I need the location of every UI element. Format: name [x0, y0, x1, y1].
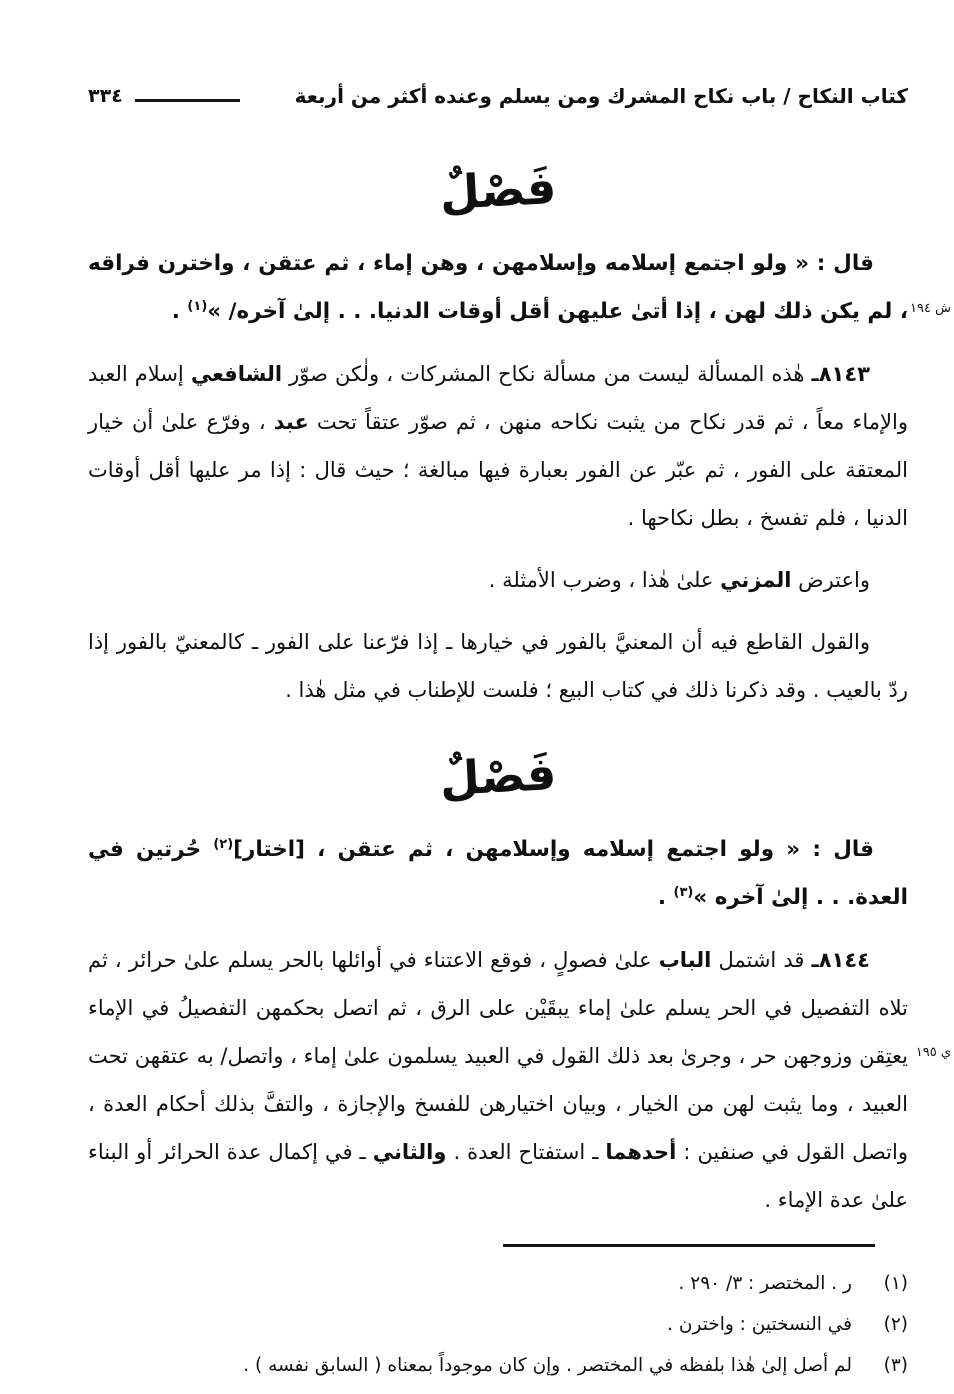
paragraph-8144 — [88, 936, 908, 1224]
bab-word: الباب — [658, 948, 712, 972]
footnote-number: (٣) — [883, 1355, 908, 1376]
footnote-item — [88, 1304, 908, 1345]
footnote-text: لم أصل إلىٰ هٰذا بلفظه في المختصر . وإن كان موجوداً بمعناه ( السابق نفسه ) . — [243, 1355, 852, 1376]
footnote-number: (١) — [883, 1273, 908, 1294]
footnote-ref-1: (١) — [187, 298, 208, 314]
manuscript-siglum-2: ي ١٩٥ — [915, 1045, 951, 1060]
footnote-separator — [503, 1244, 875, 1247]
footnote-text: ر . المختصر : ٣/ ٢٩٠ . — [678, 1273, 852, 1294]
text-segment: ـ في إكمال عدة الحرائر أو البناء علىٰ عدة الإماء . — [88, 1140, 908, 1212]
fasl-ornament-1: فَصْلٌ — [438, 159, 558, 221]
footnote-text: في النسختين : واخترن . — [667, 1314, 852, 1335]
text-segment: علىٰ فصولٍ ، فوقع الاعتناء في أوائلها بالحر يسلم علىٰ حرائر ، ثم تلاه التفصيل في الحر يسلم علىٰ إماء يبقَيْن على الرق ، ثم اتصل بحكمهن التفصيلُ في الإماء يعتِقن وزوجهن حر ، وجرىٰ بعد ذلك القول في العبيد يسلمون علىٰ إماء ، واتصل/ به عتقهن تحت العبيد ، وما يثبت لهن من الخيار ، وبيان اختيارهن للفسخ والإجازة ، والتفَّ بذلك أحكام العدة ، واتصل القول في صنفين : — [88, 948, 909, 1164]
text-segment: ، وفرّع علىٰ أن خيار المعتقة على الفور ، ثم عبّر عن الفور بعبارة فيها مبالغة ؛ حيث قال : إذا مر عليها أقل أوقات الدنيا ، فلم تفسخ ، بطل نكاحها . — [88, 410, 908, 530]
text-segment: علىٰ هٰذا ، وضرب الأمثلة . — [488, 568, 721, 592]
text-segment: قد اشتمل — [711, 948, 812, 972]
matn-quote-2 — [88, 826, 908, 922]
running-title: كتاب النكاح / باب نكاح المشرك ومن يسلم وعنده أكثر من أربعة — [294, 84, 908, 108]
footnote-item — [88, 1263, 908, 1304]
paragraph-qawl: والقول القاطع فيه أن المعنيَّ بالفور في خيارها ـ إذا فرّعنا على الفور ـ كالمعنيّ بالفور إذا ردّ بالعيب . وقد ذكرنا ذلك في كتاب البيع ؛ فلست للإطناب في مثل هٰذا . — [88, 630, 908, 702]
quote-2-text: قال : « ولو اجتمع إسلامه وإسلامهن ، ثم عتقن ، [اختار] — [233, 837, 874, 862]
page-number: ٣٣٤ — [88, 85, 123, 107]
paragraph-8143 — [88, 350, 908, 542]
quote-2-text: حُرتين في العدة. . . إلىٰ آخره » — [88, 837, 908, 910]
paragraph-number-8144: ٨١٤٤ـ — [811, 948, 870, 972]
fasl-ornament-2: فَصْلٌ — [438, 745, 558, 807]
quote-1-text: قال : « ولو اجتمع إسلامه وإسلامهن ، وهن إماء ، ثم عتقن ، واخترن فراقه ، لم يكن ذلك لهن ، إذا أتىٰ عليهن أقل أوقات الدنيا. . . إلىٰ آخره/ » — [88, 251, 908, 324]
matn-quote-1 — [88, 240, 908, 336]
footnote-ref-2: (٢) — [213, 836, 234, 852]
header-rule — [135, 99, 240, 102]
footnote-number: (٢) — [883, 1314, 908, 1335]
page-header — [88, 84, 908, 108]
muzani-name: المزني — [720, 568, 792, 592]
paragraph-muzani — [88, 556, 908, 604]
paragraph-number-8143: ٨١٤٣ـ — [811, 362, 871, 386]
quote-1-end: . — [171, 299, 188, 324]
footnote-ref-3: (٣) — [673, 884, 694, 900]
text-segment: هٰذه المسألة ليست من مسألة نكاح المشركات ، ولٰكن صوّر — [282, 362, 812, 386]
shafii-name: الشافعي — [190, 362, 283, 386]
text-segment: ـ استفتاح العدة . — [446, 1140, 606, 1164]
quote-2-end: . — [657, 885, 674, 910]
manuscript-siglum-1: ش ١٩٤ — [910, 301, 951, 316]
thani-word: والثاني — [372, 1140, 447, 1164]
abd-word: عبد — [273, 410, 309, 434]
footnotes-section — [88, 1263, 908, 1386]
text-segment: واعترض — [791, 568, 870, 592]
text-segment: إسلام العبد والإماء معاً ، ثم قدر نكاح من يثبت نكاحه منهن ، ثم صوّر عتقاً تحت — [88, 362, 908, 434]
ahaduhuma-word: أحدهما — [605, 1140, 677, 1164]
footnote-item — [88, 1345, 908, 1386]
